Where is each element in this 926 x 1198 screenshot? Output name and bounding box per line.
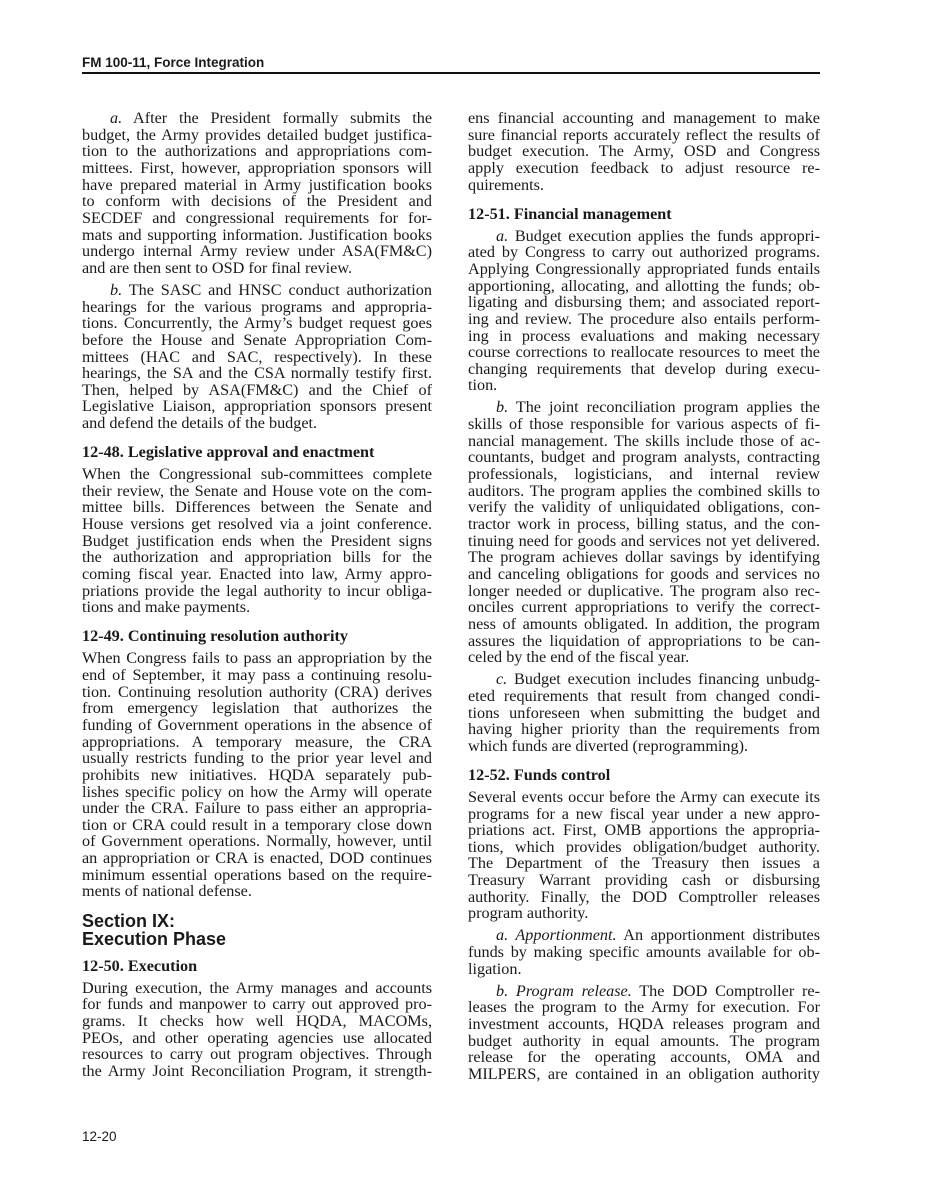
text-line: under the CRA. Failure to pass either an appropria- <box>82 799 432 818</box>
paragraph-label: b. <box>496 398 509 417</box>
text-line: MILPERS, are contained in an obligation authority <box>468 1065 820 1083</box>
page-number: 12-20 <box>82 1129 117 1144</box>
text-line: The program achieves dollar savings by identifying <box>468 548 820 567</box>
text-line: and are then sent to OSD for final review. <box>82 258 353 277</box>
text-line: ments of national defense. <box>82 882 252 901</box>
text-line: have prepared material in Army justification books <box>82 175 432 194</box>
text-line: funding of Government operations in the absence of <box>82 715 432 734</box>
text-line: the authorization and appropriation bills for the <box>82 548 432 567</box>
text-line: their review, the Senate and House vote on the com- <box>82 481 432 500</box>
text-line: minimum essential operations based on the require- <box>82 865 432 884</box>
text-line: usually restricts funding to the prior year level and <box>82 749 432 768</box>
text-line <box>82 110 432 127</box>
text-line-content: The DOD Comptroller re- <box>639 981 820 1000</box>
paragraph <box>468 789 820 922</box>
text-line: apply execution feedback to adjust resource re- <box>468 158 820 177</box>
text-line: grams. It checks how well HQDA, MACOMs, <box>82 1012 432 1030</box>
text-line: end of September, it may pass a continuing resolu- <box>82 665 432 684</box>
text-line: Several events occur before the Army can execute its <box>468 787 820 806</box>
paragraph-label: a. <box>110 109 123 127</box>
text-line: hearings, the SA and the CSA normally testify first. <box>82 364 432 383</box>
paragraph <box>468 983 820 1083</box>
paragraph-label: a. Apportionment. <box>496 926 617 945</box>
text-line: House versions get resolved via a joint conference. <box>82 515 432 534</box>
text-line: hearings for the various programs and appropria- <box>82 297 432 316</box>
text-line: and defend the details of the budget. <box>82 414 318 433</box>
text-line: eted requirements that result from changed condi- <box>468 686 820 705</box>
text-line: ness of amounts obligated. In addition, the program <box>468 614 820 633</box>
text-line: tions unforeseen when submitting the budget and <box>468 703 820 722</box>
text-line <box>468 671 820 688</box>
text-line: an appropriation or CRA is enacted, DOD continues <box>82 849 432 868</box>
text-line: tions and make payments. <box>82 598 251 617</box>
text-line: tion to the authorizations and appropriations com- <box>82 142 432 161</box>
text-line: budget execution. The Army, OSD and Congress <box>468 142 820 161</box>
text-line: When Congress fails to pass an appropriation by the <box>82 649 432 668</box>
text-line: budget authority in equal amounts. The program <box>468 1031 820 1050</box>
text-line: the Army Joint Reconciliation Program, it strength- <box>82 1061 432 1080</box>
text-line <box>468 927 820 944</box>
text-line: prohibits new initiatives. HQDA separately pub- <box>82 765 432 784</box>
text-line: priations act. First, OMB apportions the appropria- <box>468 821 820 840</box>
text-line: ated by Congress to carry out authorized programs. <box>468 243 820 262</box>
text-line: During execution, the Army manages and accounts <box>82 978 432 997</box>
text-line: Applying Congressionally appropriated funds entails <box>468 259 820 278</box>
paragraph <box>468 110 820 193</box>
text-line: appropriations. A temporary measure, the CRA <box>82 732 432 751</box>
text-line: nancial management. The skills include those of ac- <box>468 431 820 450</box>
text-line: programs for a new fiscal year under a new appro- <box>468 804 820 823</box>
text-line: tion. Continuing resolution authority (CRA) derives <box>82 682 432 701</box>
text-line <box>468 983 820 1000</box>
text-line: authority. Finally, the DOD Comptroller releases <box>468 887 820 906</box>
left-column <box>82 110 432 1085</box>
section-number: Section IX: <box>82 911 176 932</box>
text-line-content: An apportionment distributes <box>623 926 821 945</box>
text-line: tion. <box>468 376 498 395</box>
text-line: mats and supporting information. Justification books <box>82 225 432 244</box>
heading-12-52: 12-52. Funds control <box>468 765 611 784</box>
text-line: apportioning, allocating, and allotting the funds; ob- <box>468 276 820 295</box>
text-line: tions, which provides obligation/budget authority. <box>468 837 820 856</box>
text-line: budget, the Army provides detailed budget justifica- <box>82 125 432 144</box>
text-line: ens financial accounting and management to make <box>468 109 820 127</box>
text-line: which funds are diverted (reprogramming). <box>468 736 749 755</box>
text-line: priations provide the legal authority to incur obliga- <box>82 581 432 600</box>
text-line: verify the validity of unliquidated obligations, con- <box>468 498 820 517</box>
text-line: release for the operating accounts, OMA and <box>468 1048 820 1067</box>
text-line: undergo internal Army review under ASA(FM&C) <box>82 242 432 261</box>
text-line: Legislative Liaison, appropriation sponsors present <box>82 397 432 416</box>
text-line: assures the liquidation of appropriations to be can- <box>468 631 820 650</box>
text-line: investment accounts, HQDA releases program and <box>468 1015 820 1034</box>
text-line-content: Budget execution applies the funds appropri- <box>514 226 821 245</box>
text-line: auditors. The program applies the combined skills to <box>468 481 820 500</box>
text-line: having higher priority than the requirements from <box>468 720 820 739</box>
text-line: changing requirements that develop during execu- <box>468 359 820 378</box>
text-line: coming fiscal year. Enacted into law, Army appro- <box>82 565 432 584</box>
running-header-title: FM 100-11, Force Integration <box>82 55 265 70</box>
text-line: of Government operations. Normally, however, until <box>82 832 432 851</box>
text-line: longer needed or duplicative. The program also rec- <box>468 581 820 600</box>
text-line: When the Congressional sub-committees complete <box>82 465 432 484</box>
paragraph <box>82 980 432 1080</box>
text-line: mittees (HAC and SAC, respectively). In these <box>82 347 432 366</box>
paragraph <box>82 282 432 432</box>
text-line: tinuing need for goods and services not yet delivered. <box>468 531 820 550</box>
text-line: The Department of the Treasury then issues a <box>468 854 820 873</box>
text-line <box>468 228 820 245</box>
text-line: tractor work in process, billing status, and the con- <box>468 515 820 534</box>
text-line-content: The SASC and HNSC conduct authorization <box>128 280 432 299</box>
text-line: professionals, logisticians, and internal review <box>468 465 820 484</box>
text-line: lishes specific policy on how the Army will operate <box>82 782 432 801</box>
text-line-content: The joint reconciliation program applies the <box>515 398 820 417</box>
paragraph <box>468 228 820 395</box>
text-line: Budget justification ends when the President signs <box>82 531 432 550</box>
text-line: ing in process evaluations and making necessary <box>468 326 820 345</box>
text-line: countants, budget and program analysts, contracting <box>468 448 820 467</box>
text-line: course corrections to reallocate resources to meet the <box>468 343 820 362</box>
text-line: ing and review. The procedure also entails perform- <box>468 309 820 328</box>
paragraph-label: b. <box>110 280 123 299</box>
text-line: program authority. <box>468 904 589 923</box>
text-line: for funds and manpower to carry out approved pro- <box>82 995 432 1014</box>
paragraph-label: c. <box>496 670 508 689</box>
text-line: skills of those responsible for various aspects of fi- <box>468 415 820 434</box>
text-line: leases the program to the Army for execution. For <box>468 998 820 1017</box>
text-line: ligating and disbursing them; and associated report- <box>468 293 820 312</box>
paragraph <box>82 650 432 900</box>
text-line <box>82 282 432 299</box>
paragraph <box>468 927 820 977</box>
text-line: before the House and Senate Appropriation Com- <box>82 330 432 349</box>
text-line: mittee bills. Differences between the Senate and <box>82 498 432 517</box>
header-rule <box>82 72 820 74</box>
text-line: sure financial reports accurately reflect the results of <box>468 125 820 144</box>
text-line <box>468 399 820 416</box>
text-line: from emergency legislation that authorizes the <box>82 699 432 718</box>
text-line: quirements. <box>468 175 544 194</box>
text-line: ligation. <box>468 959 522 978</box>
text-line: SECDEF and congressional requirements for for- <box>82 208 432 227</box>
text-line: tions. Concurrently, the Army’s budget request goes <box>82 314 432 333</box>
text-line: PEOs, and other operating agencies use allocated <box>82 1028 432 1047</box>
text-line: Then, helped by ASA(FM&C) and the Chief of <box>82 380 432 399</box>
text-line: resources to carry out program objectives. Through <box>82 1045 432 1064</box>
text-line-content: After the President formally submits the <box>133 109 432 127</box>
right-column <box>468 110 820 1088</box>
paragraph <box>82 466 432 616</box>
text-line: Treasury Warrant providing cash or disbursing <box>468 871 820 890</box>
paragraph <box>468 671 820 754</box>
heading-12-50: 12-50. Execution <box>82 956 198 975</box>
text-line: to conform with decisions of the President and <box>82 192 432 211</box>
paragraph <box>468 399 820 666</box>
text-line: and canceling obligations for goods and services no <box>468 565 820 584</box>
text-line-content: Budget execution includes financing unbudg- <box>514 670 820 689</box>
section-heading <box>82 912 432 948</box>
text-line: celed by the end of the fiscal year. <box>468 648 690 667</box>
heading-12-48: 12-48. Legislative approval and enactment <box>82 443 375 462</box>
text-line: tion or CRA could result in a temporary close down <box>82 815 432 834</box>
heading-12-51: 12-51. Financial management <box>468 204 672 223</box>
text-line: onciles current appropriations to verify the correct- <box>468 598 820 617</box>
section-title: Execution Phase <box>82 929 227 950</box>
text-line: funds by making specific amounts available for ob- <box>468 943 820 962</box>
text-line: mittees. First, however, appropriation sponsors will <box>82 158 432 177</box>
paragraph <box>82 110 432 277</box>
heading-12-49: 12-49. Continuing resolution authority <box>82 627 348 646</box>
paragraph-label: b. Program release. <box>496 981 632 1000</box>
paragraph-label: a. <box>496 226 509 245</box>
